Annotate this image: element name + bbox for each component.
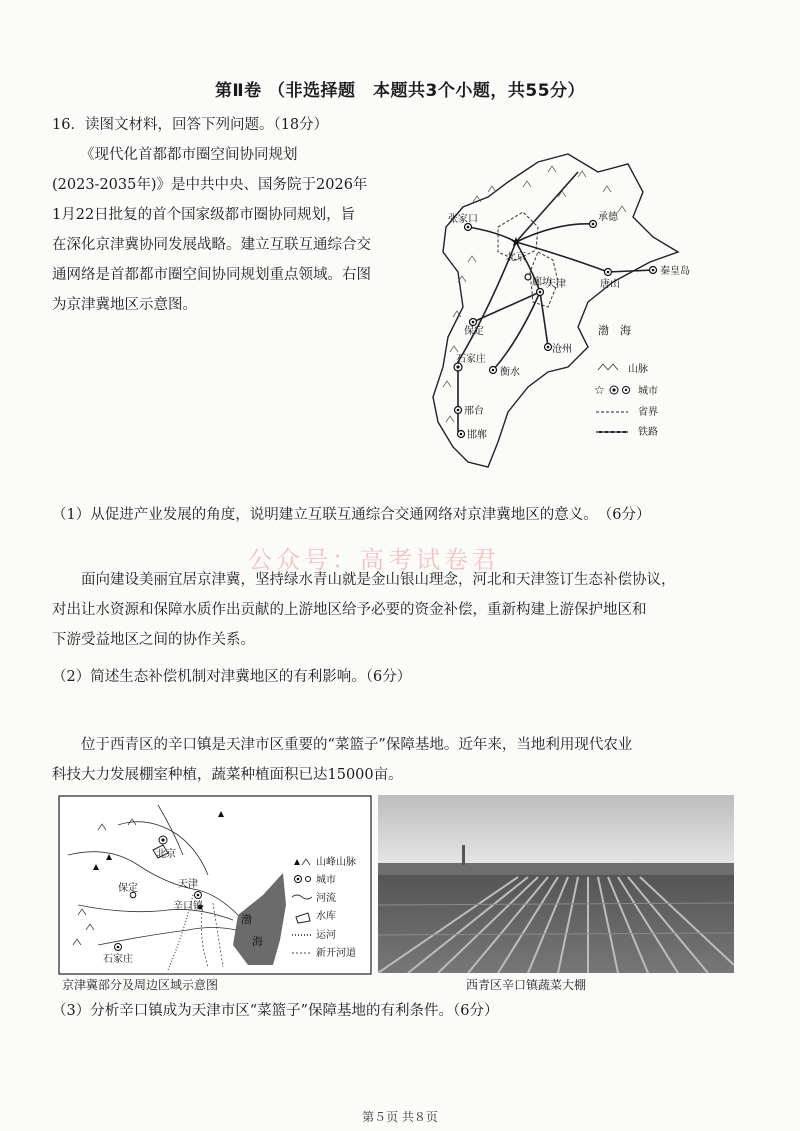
city-label: 邢台 xyxy=(464,406,484,417)
legend-label: 新开河道 xyxy=(316,948,356,959)
intro-line: (2023-2035年)》是中共中央、国务院于2026年 xyxy=(52,177,368,193)
legend-label: 河流 xyxy=(316,893,336,904)
paragraph-line: 对出让水资源和保障水质作出贡献的上游地区给予必要的资金补偿，重新构建上游保护地区和 xyxy=(52,602,647,618)
greenhouse-photo xyxy=(378,795,734,973)
city-label: 辛口镇 xyxy=(173,901,203,912)
city-label: 石家庄 xyxy=(103,954,133,965)
paragraph-line: 下游受益地区之间的协作关系。 xyxy=(52,632,255,648)
photo-caption: 西青区辛口镇蔬菜大棚 xyxy=(466,978,587,992)
map2-caption: 京津冀部分及周边区域示意图 xyxy=(62,978,219,992)
map1-legend xyxy=(594,362,658,438)
svg-text:★: ★ xyxy=(510,235,522,250)
city-label: 天津 xyxy=(178,879,198,890)
intro-line: 通网络是首都都市圈空间协同规划重点领域。右图 xyxy=(52,267,371,283)
sea-label: 渤 xyxy=(241,913,252,926)
sea-label: 渤 海 xyxy=(598,324,631,337)
material-paragraph-3 xyxy=(52,730,752,790)
paragraph-line: 科技大力发展棚室种植，蔬菜种植面积已达15000亩。 xyxy=(52,767,403,783)
city-label: 保定 xyxy=(118,883,138,894)
city-label: 沧州 xyxy=(552,344,572,355)
region-outline xyxy=(433,154,678,467)
city-label: 天津 xyxy=(546,279,566,290)
legend-label: 山脉 xyxy=(628,364,648,375)
page-footer: 第５页 共８页 xyxy=(362,1110,438,1124)
paragraph-line: 位于西青区的辛口镇是天津市区重要的“菜篮子”保障基地。近年来，当地利用现代农业 xyxy=(52,737,633,753)
legend-label: 城市 xyxy=(316,875,336,886)
regional-map xyxy=(58,795,372,975)
city-label: 石家庄 xyxy=(456,354,486,365)
intro-line: 为京津冀地区示意图。 xyxy=(52,297,197,313)
city-label: 北京 xyxy=(156,849,176,860)
city-label: 张家口 xyxy=(448,214,478,225)
intro-line: 《现代化首都都市圈空间协同规划 xyxy=(80,147,298,163)
material-paragraph-2 xyxy=(52,565,752,655)
watermark: 公众号：高考试卷君 xyxy=(248,546,500,574)
legend-label: 铁路 xyxy=(638,427,658,438)
city-label: 衡水 xyxy=(500,367,520,378)
legend-label: 省界 xyxy=(638,407,658,418)
city-label: 秦皇岛 xyxy=(660,266,690,277)
paragraph-line: 面向建设美丽宜居京津冀，坚持绿水青山就是金山银山理念，河北和天津签订生态补偿协议， xyxy=(52,572,676,588)
svg-text:☆: ☆ xyxy=(594,383,605,397)
sea-label: 海 xyxy=(252,935,263,948)
city-label: 北京 xyxy=(506,252,526,263)
legend-label: 运河 xyxy=(316,930,336,941)
jingjinji-region-map xyxy=(428,142,748,482)
legend-label: 山峰山脉 xyxy=(316,857,356,868)
intro-line: 在深化京津冀协同发展战略。建立互联互通综合交 xyxy=(52,237,371,253)
city-label: 承德 xyxy=(598,212,618,223)
city-label: 唐山 xyxy=(600,279,620,290)
intro-paragraph xyxy=(52,140,412,320)
city-label: 廊坊 xyxy=(532,277,552,288)
legend-label: 水库 xyxy=(316,911,336,922)
question-1: （1）从促进产业发展的角度，说明建立互联互通综合交通网络对京津冀地区的意义。 （6分） xyxy=(52,507,651,523)
question-3: （3）分析辛口镇成为天津市区“菜篮子”保障基地的有利条件。（6分） xyxy=(52,1003,499,1019)
legend-label: 城市 xyxy=(638,386,658,397)
intro-line: 1月22日批复的首个国家级都市圈协同规划，旨 xyxy=(52,207,356,223)
question-16: 16．读图文材料，回答下列问题。（18分） xyxy=(52,117,329,133)
city-label: 邯郸 xyxy=(467,430,487,441)
city-label: 保定 xyxy=(464,326,484,337)
section-title: 第Ⅱ卷 （非选择题 本题共3个小题，共55分） xyxy=(214,81,586,101)
question-2: （2）简述生态补偿机制对津冀地区的有利影响。（6分） xyxy=(52,669,412,685)
